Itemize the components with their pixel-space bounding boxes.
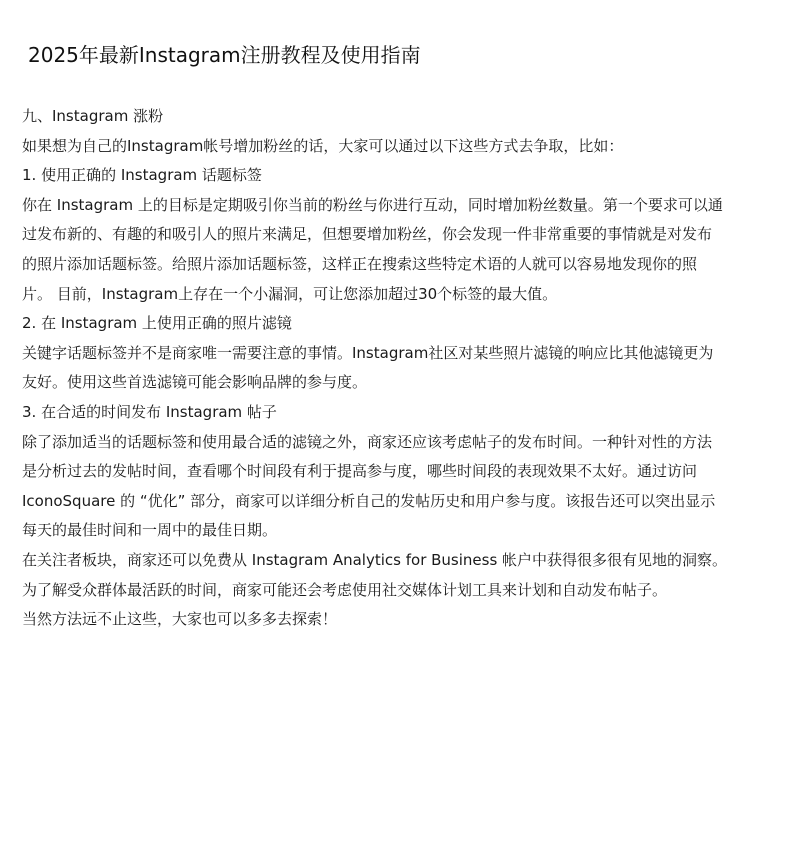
- subsection-heading: 2. 在 Instagram 上使用正确的照片滤镜: [22, 314, 292, 333]
- paragraph-line: 的照片添加话题标签。给照片添加话题标签，这样正在搜索这些特定术语的人就可以容易地发现你的照: [22, 254, 698, 273]
- paragraph-line: 片。 目前，Instagram上存在一个小漏洞，可让您添加超过30个标签的最大值。: [22, 284, 558, 303]
- paragraph-line: 除了添加适当的话题标签和使用最合适的滤镜之外，商家还应该考虑帖子的发布时间。一种针对性的方法: [22, 432, 713, 451]
- paragraph-line: 关键字话题标签并不是商家唯一需要注意的事情。Instagram社区对某些照片滤镜的响应比其他滤镜更为: [22, 343, 714, 362]
- paragraph-line: 过发布新的、有趣的和吸引人的照片来满足，但想要增加粉丝，你会发现一件非常重要的事情就是对发布: [22, 225, 713, 244]
- subsection-heading: 1. 使用正确的 Instagram 话题标签: [22, 166, 262, 185]
- subsection-heading: 3. 在合适的时间发布 Instagram 帖子: [22, 402, 277, 421]
- paragraph-line: 每天的最佳时间和一周中的最佳日期。: [22, 521, 278, 540]
- paragraph-line: IconoSquare 的 “优化” 部分，商家可以详细分析自己的发帖历史和用户参与度。该报告还可以突出显示: [22, 491, 716, 510]
- paragraph-line: 是分析过去的发帖时间，查看哪个时间段有利于提高参与度，哪些时间段的表现效果不太好。通过访问: [22, 462, 698, 481]
- section-heading: 九、Instagram 涨粉: [22, 107, 164, 125]
- paragraph-line: 如果想为自己的Instagram帐号增加粉丝的话，大家可以通过以下这些方式去争取，比如：: [22, 136, 624, 155]
- paragraph-line: 在关注者板块，商家还可以免费从 Instagram Analytics for Business 帐户中获得很多很有见地的洞察。: [22, 550, 728, 569]
- closing-line: 当然方法远不止这些，大家也可以多多去探索！: [22, 610, 338, 629]
- paragraph-line: 你在 Instagram 上的目标是定期吸引你当前的粉丝与你进行互动，同时增加粉丝数量。第一个要求可以通: [22, 195, 723, 214]
- paragraph-line: 为了解受众群体最活跃的时间，商家可能还会考虑使用社交媒体计划工具来计划和自动发布帖子。: [22, 580, 668, 599]
- article-body: [22, 102, 762, 635]
- page-title: 2025年最新Instagram注册教程及使用指南: [28, 43, 421, 67]
- paragraph-line: 友好。使用这些首选滤镜可能会影响品牌的参与度。: [22, 373, 368, 392]
